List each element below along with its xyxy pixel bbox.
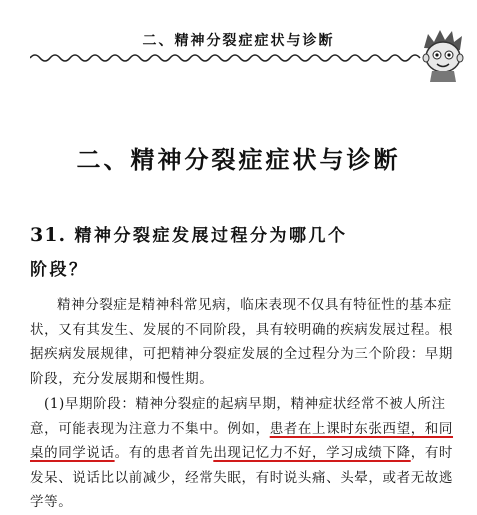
question-text-line2: 阶段？ — [30, 260, 89, 280]
paragraph-intro: 精神分裂症是精神科常见病，临床表现不仅具有特征性的基本症状，又有其发生、发展的不同阶段，具有较明确的疾病发展过程。根据疾病发展规律，可把精神分裂症发展的全过程分为三个阶段：早期阶段，充分发展期和慢性期。 — [30, 297, 453, 387]
early-stage-text-e: ，有时发呆、说话比以前减少，经常失眠，有时说头痛、头晕，或者无故逃学等。 — [30, 445, 454, 510]
cartoon-boy-icon — [418, 28, 468, 82]
running-header: 二、精神分裂症症状与诊断 — [142, 33, 335, 49]
question-text-line1: 精神分裂症发展过程分为哪几个 — [74, 226, 348, 246]
question-number: 31. — [30, 224, 67, 246]
underlined-example-1: 患者在上课时东张西望，和同桌的同学说话 — [30, 420, 454, 461]
early-stage-text-c: 。有的患者首先 — [114, 445, 214, 461]
wave-chain-ornament-icon — [30, 52, 425, 64]
question-heading — [30, 218, 460, 287]
early-stage-text-a: (1)早期阶段：精神分裂症的起病早期，精神症状经常不被人所注意，可能表现为注意力不集中。例如， — [30, 396, 446, 437]
paragraph-early-stage — [30, 392, 460, 515]
underlined-example-2: 出现记忆力不好，学习成绩下降 — [213, 445, 411, 461]
chapter-title: 二、精神分裂症症状与诊断 — [76, 146, 401, 174]
